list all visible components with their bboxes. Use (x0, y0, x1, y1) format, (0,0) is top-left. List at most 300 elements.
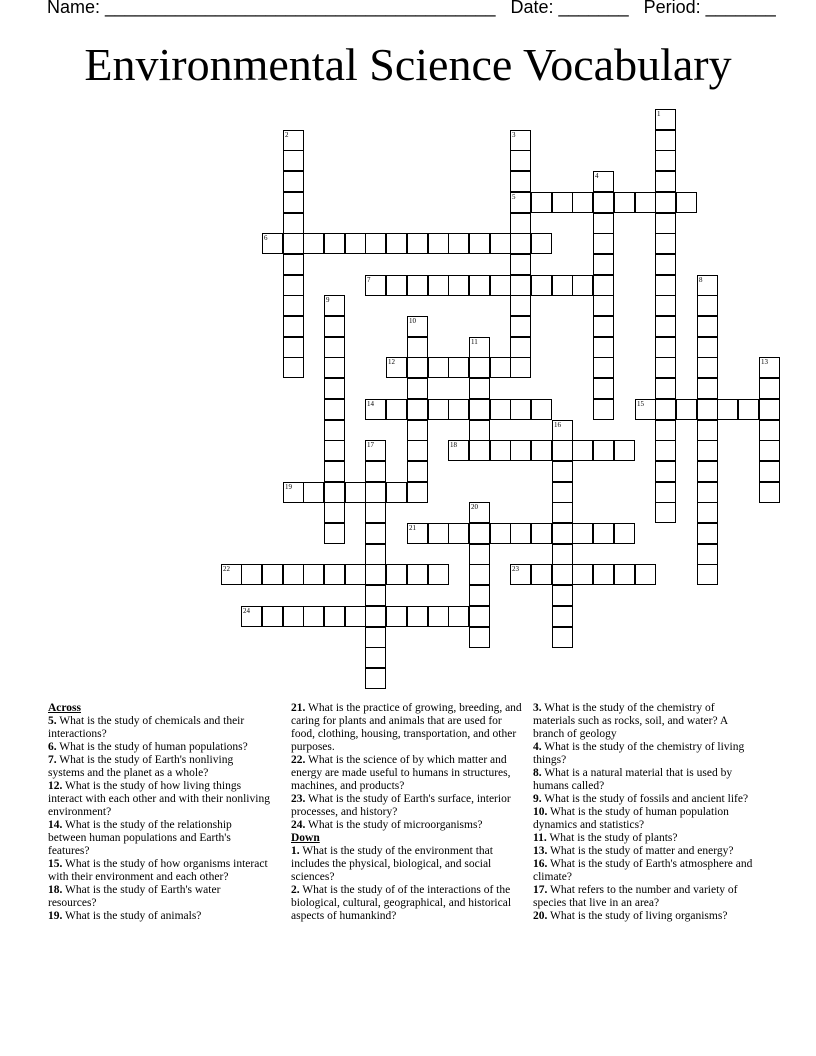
crossword-cell[interactable] (262, 564, 283, 585)
crossword-cell[interactable] (448, 440, 469, 461)
crossword-cell[interactable] (510, 523, 531, 544)
crossword-cell[interactable] (510, 295, 531, 316)
crossword-cell[interactable] (593, 378, 614, 399)
crossword-cell[interactable] (510, 171, 531, 192)
crossword-cell[interactable] (324, 564, 345, 585)
crossword-cell[interactable] (490, 357, 511, 378)
crossword-cell[interactable] (428, 233, 449, 254)
crossword-cell[interactable] (655, 440, 676, 461)
clue-num: 4. (533, 741, 542, 753)
crossword-cell[interactable] (324, 337, 345, 358)
crossword-cell[interactable] (407, 440, 428, 461)
crossword-cell[interactable] (324, 378, 345, 399)
clue-number: 3 (512, 131, 516, 139)
crossword-cell[interactable] (407, 564, 428, 585)
crossword-cell[interactable] (490, 399, 511, 420)
crossword-cell[interactable] (345, 233, 366, 254)
crossword-cell[interactable] (365, 233, 386, 254)
crossword-cell[interactable] (490, 275, 511, 296)
crossword-cell[interactable] (552, 502, 573, 523)
clue-num: 3. (533, 702, 542, 714)
clue-num: 23. (291, 793, 306, 805)
crossword-cell[interactable] (572, 275, 593, 296)
crossword-cell[interactable] (593, 316, 614, 337)
clue-number: 1 (657, 110, 661, 118)
crossword-cell[interactable] (324, 523, 345, 544)
crossword-cell[interactable] (365, 585, 386, 606)
clue-number: 9 (326, 296, 330, 304)
crossword-cell[interactable] (593, 254, 614, 275)
crossword-cell[interactable] (448, 399, 469, 420)
crossword-cell[interactable] (469, 399, 490, 420)
crossword-cell[interactable] (717, 399, 738, 420)
crossword-cell[interactable] (697, 482, 718, 503)
clue-number: 24 (243, 607, 250, 615)
clue-text: What is the study of plants? (546, 832, 678, 844)
crossword-cell[interactable] (531, 192, 552, 213)
clues-column-2 (291, 702, 523, 923)
crossword-cell[interactable] (448, 275, 469, 296)
crossword-cell[interactable] (697, 275, 718, 296)
crossword-cell[interactable] (386, 399, 407, 420)
clue-text: What is a natural material that is used by humans called? (533, 767, 733, 792)
crossword-cell[interactable] (676, 399, 697, 420)
crossword-cell[interactable] (324, 357, 345, 378)
crossword-cell[interactable] (531, 399, 552, 420)
crossword-cell[interactable] (283, 482, 304, 503)
crossword-cell[interactable] (593, 523, 614, 544)
crossword-cell[interactable] (759, 357, 780, 378)
crossword-cell[interactable] (407, 357, 428, 378)
clue-num: 17. (533, 884, 548, 896)
crossword-cell[interactable] (283, 564, 304, 585)
across-clue (48, 858, 270, 884)
crossword-cell[interactable] (428, 606, 449, 627)
crossword-cell[interactable] (324, 233, 345, 254)
crossword-cell[interactable] (386, 606, 407, 627)
crossword-cell[interactable] (655, 316, 676, 337)
crossword-cell[interactable] (655, 482, 676, 503)
crossword-cell[interactable] (428, 564, 449, 585)
crossword-cell[interactable] (655, 254, 676, 275)
crossword-cell[interactable] (635, 192, 656, 213)
crossword-cell[interactable] (614, 564, 635, 585)
crossword-cell[interactable] (510, 150, 531, 171)
crossword-cell[interactable] (469, 627, 490, 648)
crossword-cell[interactable] (572, 192, 593, 213)
clue-num: 2. (291, 884, 300, 896)
crossword-cell[interactable] (469, 233, 490, 254)
crossword-cell[interactable] (428, 523, 449, 544)
crossword-cell[interactable] (303, 564, 324, 585)
crossword-cell[interactable] (469, 440, 490, 461)
clue-text: What is the study of human population dynamics and statistics? (533, 806, 729, 831)
crossword-cell[interactable] (469, 275, 490, 296)
crossword-cell[interactable] (593, 564, 614, 585)
crossword-cell[interactable] (303, 233, 324, 254)
crossword-cell[interactable] (262, 233, 283, 254)
crossword-cell[interactable] (241, 564, 262, 585)
clue-text: What is the study of the chemistry of materials such as rocks, soil, and water? A branch of geology (533, 702, 728, 740)
clue-text: What is the study of human populations? (56, 741, 248, 753)
crossword-cell[interactable] (697, 440, 718, 461)
crossword-cell[interactable] (697, 399, 718, 420)
crossword-cell[interactable] (407, 523, 428, 544)
crossword-cell[interactable] (324, 440, 345, 461)
crossword-cell[interactable] (593, 275, 614, 296)
crossword-cell[interactable] (469, 564, 490, 585)
crossword-cell[interactable] (365, 627, 386, 648)
crossword-cell[interactable] (697, 295, 718, 316)
crossword-cell[interactable] (510, 233, 531, 254)
crossword-cell[interactable] (552, 461, 573, 482)
across-clue (48, 910, 270, 923)
clue-number: 17 (367, 441, 374, 449)
clue-num: 12. (48, 780, 63, 792)
crossword-cell[interactable] (552, 585, 573, 606)
clue-number: 21 (409, 524, 416, 532)
crossword-cell[interactable] (635, 564, 656, 585)
crossword-cell[interactable] (324, 502, 345, 523)
crossword-cell[interactable] (283, 337, 304, 358)
crossword-cell[interactable] (283, 295, 304, 316)
crossword-cell[interactable] (365, 482, 386, 503)
crossword-cell[interactable] (469, 544, 490, 565)
crossword-cell[interactable] (283, 254, 304, 275)
crossword-cell[interactable] (759, 378, 780, 399)
crossword-cell[interactable] (635, 399, 656, 420)
crossword-cell[interactable] (365, 399, 386, 420)
clue-num: 9. (533, 793, 542, 805)
crossword-cell[interactable] (510, 213, 531, 234)
crossword-cell[interactable] (531, 523, 552, 544)
crossword-cell[interactable] (283, 192, 304, 213)
crossword-cell[interactable] (448, 233, 469, 254)
crossword-cell[interactable] (510, 254, 531, 275)
crossword-cell[interactable] (283, 606, 304, 627)
crossword-cell[interactable] (510, 316, 531, 337)
clue-num: 20. (533, 910, 548, 922)
crossword-cell[interactable] (345, 606, 366, 627)
crossword-cell[interactable] (552, 420, 573, 441)
crossword-cell[interactable] (510, 275, 531, 296)
clue-number: 4 (595, 172, 599, 180)
crossword-cell[interactable] (655, 337, 676, 358)
crossword-cell[interactable] (572, 440, 593, 461)
clue-num: 8. (533, 767, 542, 779)
crossword-cell[interactable] (510, 399, 531, 420)
page-title: Environmental Science Vocabulary (84, 39, 732, 90)
crossword-cell[interactable] (469, 606, 490, 627)
clue-num: 1. (291, 845, 300, 857)
crossword-cell[interactable] (365, 564, 386, 585)
crossword-cell[interactable] (407, 399, 428, 420)
crossword-cell[interactable] (469, 378, 490, 399)
crossword-cell[interactable] (324, 399, 345, 420)
crossword-cell[interactable] (510, 357, 531, 378)
crossword-cell[interactable] (407, 482, 428, 503)
crossword-cell[interactable] (531, 233, 552, 254)
crossword-cell[interactable] (655, 171, 676, 192)
crossword-cell[interactable] (469, 357, 490, 378)
down-clue (291, 884, 523, 923)
crossword-cell[interactable] (283, 316, 304, 337)
name-label: Name: (47, 0, 101, 17)
clue-num: 14. (48, 819, 63, 831)
crossword-cell[interactable] (531, 564, 552, 585)
across-clue (48, 819, 270, 858)
crossword-cell[interactable] (655, 420, 676, 441)
crossword-cell[interactable] (697, 337, 718, 358)
crossword-cell[interactable] (655, 461, 676, 482)
crossword-cell[interactable] (469, 337, 490, 358)
clue-num: 22. (291, 754, 306, 766)
crossword-cell[interactable] (469, 502, 490, 523)
clue-number: 14 (367, 400, 374, 408)
clue-num: 16. (533, 858, 548, 870)
crossword-cell[interactable] (365, 502, 386, 523)
crossword-cell[interactable] (365, 668, 386, 689)
crossword-cell[interactable] (593, 399, 614, 420)
down-clue (533, 845, 759, 858)
crossword-cell[interactable] (655, 275, 676, 296)
crossword-cell[interactable] (593, 295, 614, 316)
across-clue (48, 780, 270, 819)
crossword-cell[interactable] (759, 461, 780, 482)
clue-text: What is the study of the relationship between human populations and Earth's features? (48, 819, 232, 857)
crossword-cell[interactable] (510, 130, 531, 151)
crossword-cell[interactable] (407, 275, 428, 296)
crossword-cell[interactable] (759, 420, 780, 441)
across-clue (291, 754, 523, 793)
crossword-cell[interactable] (303, 606, 324, 627)
across-clue (48, 754, 270, 780)
crossword-cell[interactable] (759, 440, 780, 461)
crossword-cell[interactable] (593, 171, 614, 192)
crossword-cell[interactable] (655, 378, 676, 399)
crossword-cell[interactable] (324, 482, 345, 503)
crossword-cell[interactable] (365, 461, 386, 482)
crossword-cell[interactable] (221, 564, 242, 585)
crossword-cell[interactable] (655, 295, 676, 316)
crossword-cell[interactable] (655, 150, 676, 171)
crossword-cell[interactable] (572, 523, 593, 544)
crossword-cell[interactable] (324, 316, 345, 337)
crossword-cell[interactable] (365, 544, 386, 565)
crossword-cell[interactable] (697, 544, 718, 565)
crossword-cell[interactable] (552, 440, 573, 461)
crossword-cell[interactable] (697, 316, 718, 337)
down-clue (533, 910, 759, 923)
period-blank[interactable]: _______ (705, 0, 776, 17)
crossword-cell[interactable] (303, 482, 324, 503)
crossword-cell[interactable] (448, 606, 469, 627)
crossword-cell[interactable] (593, 440, 614, 461)
crossword-cell[interactable] (531, 275, 552, 296)
crossword-cell[interactable] (345, 564, 366, 585)
crossword-cell[interactable] (386, 357, 407, 378)
crossword-cell[interactable] (365, 606, 386, 627)
crossword-cell[interactable] (324, 461, 345, 482)
clue-text: What is the study of Earth's atmosphere and climate? (533, 858, 753, 883)
clue-text: What is the study of of the interactions of the biological, cultural, geographical, and historical aspects of humankind? (291, 884, 512, 922)
crossword-cell[interactable] (407, 337, 428, 358)
clue-number: 22 (223, 565, 230, 573)
crossword-cell[interactable] (407, 420, 428, 441)
crossword-cell[interactable] (283, 275, 304, 296)
crossword-cell[interactable] (759, 399, 780, 420)
clue-number: 5 (512, 193, 516, 201)
crossword-cell[interactable] (448, 357, 469, 378)
crossword-cell[interactable] (241, 606, 262, 627)
clue-num: 18. (48, 884, 63, 896)
crossword-cell[interactable] (614, 523, 635, 544)
crossword-cell[interactable] (593, 192, 614, 213)
crossword-cell[interactable] (386, 275, 407, 296)
crossword-cell[interactable] (593, 337, 614, 358)
crossword-cell[interactable] (469, 585, 490, 606)
crossword-cell[interactable] (407, 233, 428, 254)
across-heading: Across (48, 702, 82, 714)
crossword-cell[interactable] (469, 420, 490, 441)
clue-num: 13. (533, 845, 548, 857)
crossword-cell[interactable] (552, 275, 573, 296)
clue-text: What is the study of Earth's water resources? (48, 884, 221, 909)
crossword-cell[interactable] (407, 461, 428, 482)
crossword-cell[interactable] (552, 544, 573, 565)
crossword-cell[interactable] (428, 275, 449, 296)
down-clue (533, 767, 759, 793)
crossword-cell[interactable] (552, 482, 573, 503)
crossword-cell[interactable] (593, 213, 614, 234)
clue-number: 8 (699, 276, 703, 284)
crossword-cell[interactable] (283, 130, 304, 151)
crossword-cell[interactable] (262, 606, 283, 627)
crossword-cell[interactable] (655, 357, 676, 378)
crossword-cell[interactable] (552, 627, 573, 648)
crossword-cell[interactable] (510, 192, 531, 213)
crossword-cell[interactable] (345, 482, 366, 503)
crossword-cell[interactable] (324, 420, 345, 441)
clue-text: What is the study of living organisms? (547, 910, 728, 922)
clue-num: 6. (48, 741, 57, 753)
crossword-cell[interactable] (386, 564, 407, 585)
clue-text: What is the study of fossils and ancient life? (541, 793, 749, 805)
crossword-cell[interactable] (283, 171, 304, 192)
crossword-cell[interactable] (510, 337, 531, 358)
crossword-cell[interactable] (697, 564, 718, 585)
crossword-cell[interactable] (365, 647, 386, 668)
clue-text: What is the study of the environment that includes the physical, biological, and social sciences? (291, 845, 493, 883)
crossword-cell[interactable] (655, 130, 676, 151)
crossword-cell[interactable] (655, 399, 676, 420)
down-clue (533, 806, 759, 832)
crossword-cell[interactable] (407, 316, 428, 337)
crossword-cell[interactable] (655, 192, 676, 213)
crossword-cell[interactable] (572, 564, 593, 585)
crossword-cell[interactable] (324, 295, 345, 316)
down-clue (533, 793, 759, 806)
crossword-cell[interactable] (614, 192, 635, 213)
crossword-cell[interactable] (428, 399, 449, 420)
crossword-cell[interactable] (738, 399, 759, 420)
crossword-cell[interactable] (490, 440, 511, 461)
crossword-cell[interactable] (283, 233, 304, 254)
clue-text: What is the study of how living things interact with each other and with their nonliving environment? (48, 780, 270, 818)
clue-text: What is the practice of growing, breeding, and caring for plants and animals that are used for food, clothing, housing, transportation, and other purposes. (291, 702, 522, 753)
crossword-cell[interactable] (655, 502, 676, 523)
across-clue (291, 702, 523, 754)
clue-text: What is the study of Earth's nonliving systems and the planet as a whole? (48, 754, 234, 779)
clue-number: 18 (450, 441, 457, 449)
clue-text: What is the study of the chemistry of living things? (533, 741, 745, 766)
clue-text: What is the study of microorganisms? (305, 819, 483, 831)
clue-num: 15. (48, 858, 63, 870)
clue-number: 16 (554, 421, 561, 429)
crossword-cell[interactable] (365, 440, 386, 461)
clue-text: What is the study of chemicals and their interactions? (48, 715, 245, 740)
crossword-cell[interactable] (407, 606, 428, 627)
crossword-cell[interactable] (759, 482, 780, 503)
crossword-cell[interactable] (283, 357, 304, 378)
name-blank[interactable]: _______________________________________ (105, 0, 496, 17)
crossword-cell[interactable] (697, 378, 718, 399)
crossword-cell[interactable] (697, 523, 718, 544)
crossword-cell[interactable] (655, 109, 676, 130)
crossword-cell[interactable] (531, 440, 552, 461)
crossword-cell[interactable] (697, 461, 718, 482)
across-clue (48, 884, 270, 910)
crossword-cell[interactable] (469, 523, 490, 544)
crossword-cell[interactable] (283, 213, 304, 234)
crossword-cell[interactable] (614, 440, 635, 461)
across-clue (48, 741, 270, 754)
crossword-cell[interactable] (552, 523, 573, 544)
crossword-cell[interactable] (593, 357, 614, 378)
crossword-cell[interactable] (655, 213, 676, 234)
clue-number: 6 (264, 234, 268, 242)
crossword-cell[interactable] (552, 192, 573, 213)
crossword-cell[interactable] (448, 523, 469, 544)
crossword-cell[interactable] (697, 357, 718, 378)
crossword-cell[interactable] (676, 192, 697, 213)
clue-text: What is the study of Earth's surface, interior processes, and history? (291, 793, 511, 818)
crossword-cell[interactable] (655, 233, 676, 254)
down-clue (533, 702, 759, 741)
crossword-cell[interactable] (552, 564, 573, 585)
crossword-cell[interactable] (365, 275, 386, 296)
crossword-cell[interactable] (386, 482, 407, 503)
crossword-cell[interactable] (428, 357, 449, 378)
crossword-cell[interactable] (593, 233, 614, 254)
crossword-cell[interactable] (283, 150, 304, 171)
crossword-cell[interactable] (697, 502, 718, 523)
crossword-cell[interactable] (490, 233, 511, 254)
crossword-cell[interactable] (697, 420, 718, 441)
clue-text: What is the study of how organisms interact with their environment and each other? (48, 858, 268, 883)
crossword-cell[interactable] (407, 378, 428, 399)
crossword-cell[interactable] (365, 523, 386, 544)
crossword-cell[interactable] (490, 523, 511, 544)
clue-number: 15 (637, 400, 644, 408)
crossword-cell[interactable] (510, 564, 531, 585)
date-blank[interactable]: _______ (558, 0, 629, 17)
crossword-cell[interactable] (552, 606, 573, 627)
crossword-cell[interactable] (386, 233, 407, 254)
clue-text: What is the science of by which matter and energy are made useful to humans in structures, machines, and products? (291, 754, 511, 792)
crossword-cell[interactable] (324, 606, 345, 627)
crossword-cell[interactable] (510, 440, 531, 461)
